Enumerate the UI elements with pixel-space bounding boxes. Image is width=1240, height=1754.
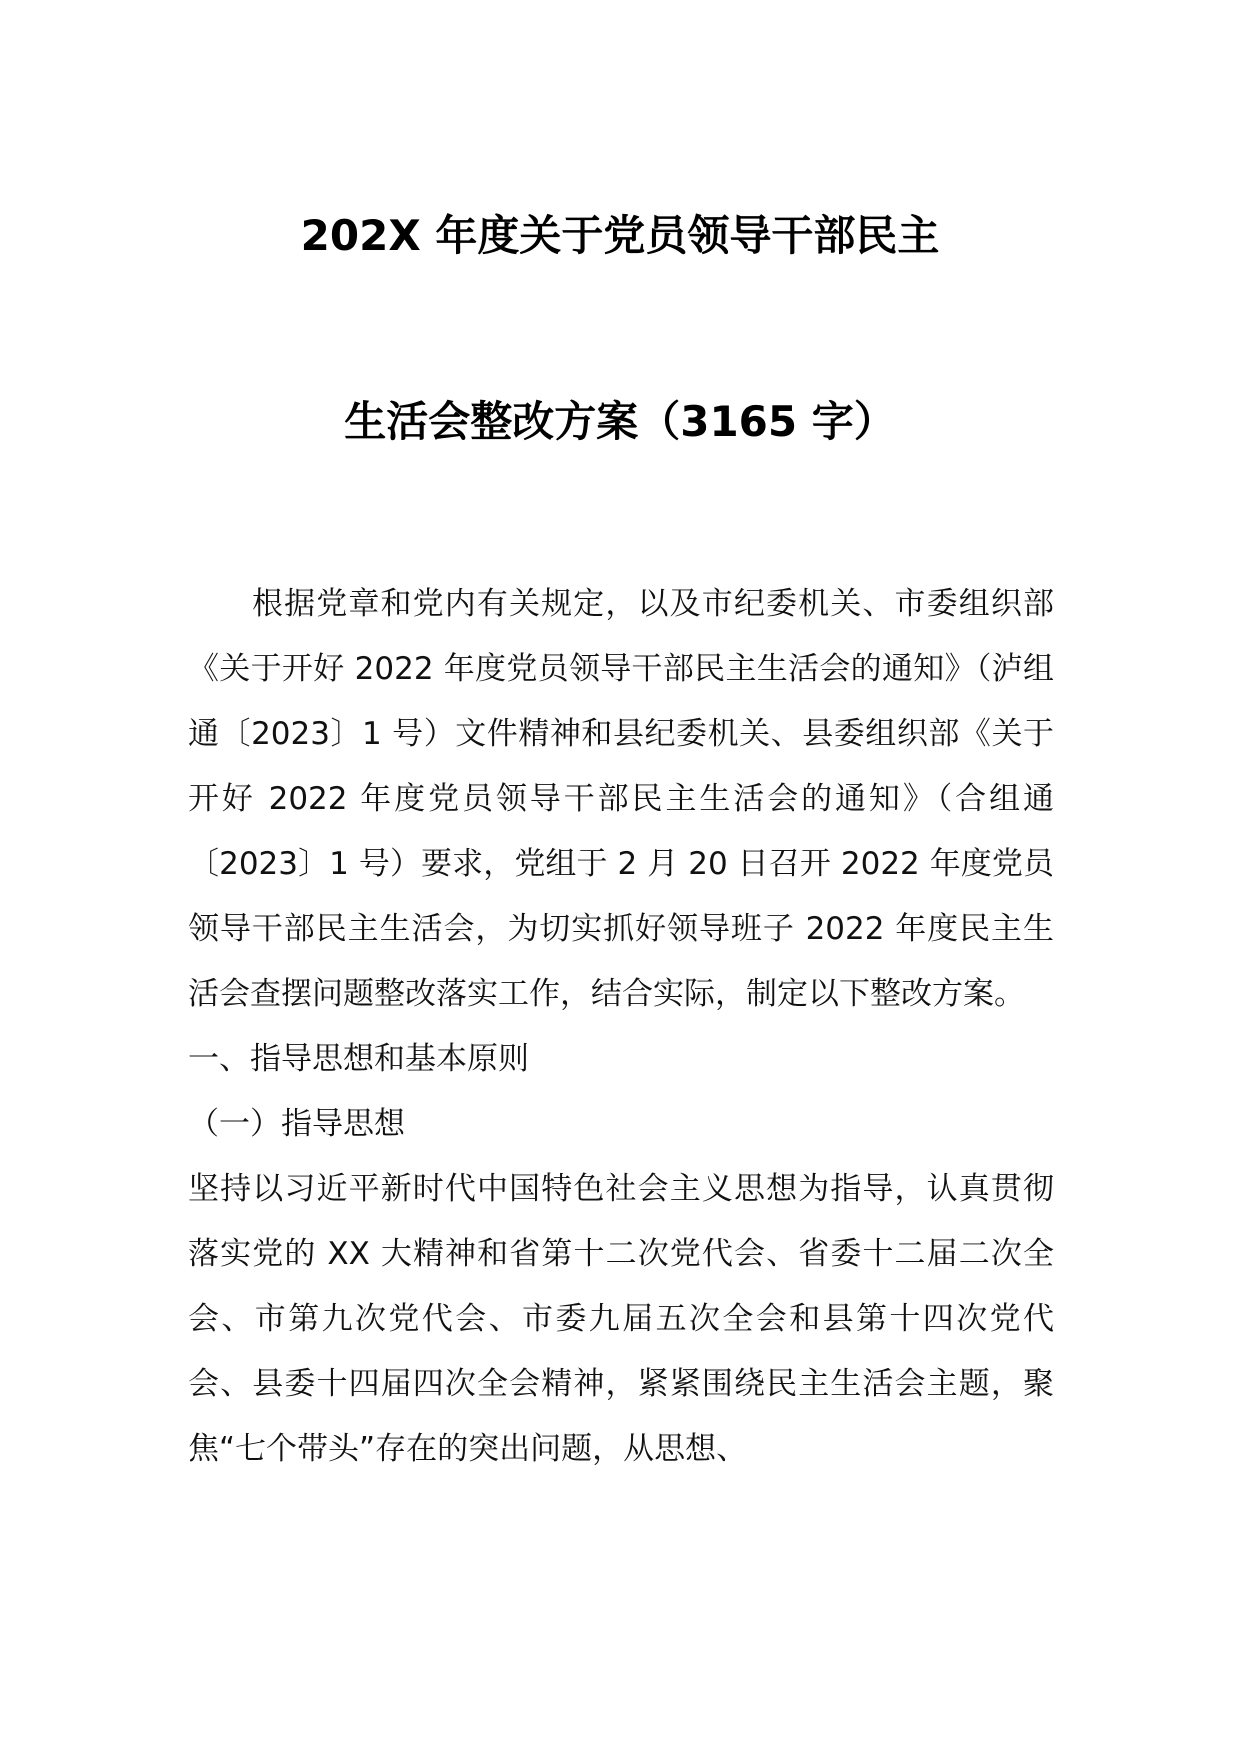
document-title-line-1: 202X 年度关于党员领导干部民主 [300, 211, 940, 260]
document-body [188, 572, 1054, 1482]
document-title-line-2: 生活会整改方案（3165 字） [344, 397, 896, 446]
intro-paragraph: 根据党章和党内有关规定，以及市纪委机关、市委组织部《关于开好 2022 年度党员领导干部民主生活会的通知》（泸组通〔2023〕1 号）文件精神和县纪委机关、县委组织部《关于开好 2022 年度党员领导干部民主生活会的通知》（合组通〔2023〕1 号）要求，党组于 2 月 20 日召开 2022 年度党员领导干部民主生活会，为切实抓好领导班子 2022 年度民主生活会查摆问题整改落实工作，结合实际，制定以下整改方案。 [188, 586, 1054, 1012]
section-heading-1: 一、指导思想和基本原则 [188, 1041, 529, 1077]
subsection-heading-1: （一）指导思想 [188, 1106, 405, 1142]
guiding-thought-paragraph: 坚持以习近平新时代中国特色社会主义思想为指导，认真贯彻落实党的 XX 大精神和省第十二次党代会、省委十二届二次全会、市第九次党代会、市委九届五次全会和县第十四次党代会、县委十四届四次全会精神，紧紧围绕民主生活会主题，聚焦“七个带头”存在的突出问题，从思想、 [188, 1171, 1054, 1467]
